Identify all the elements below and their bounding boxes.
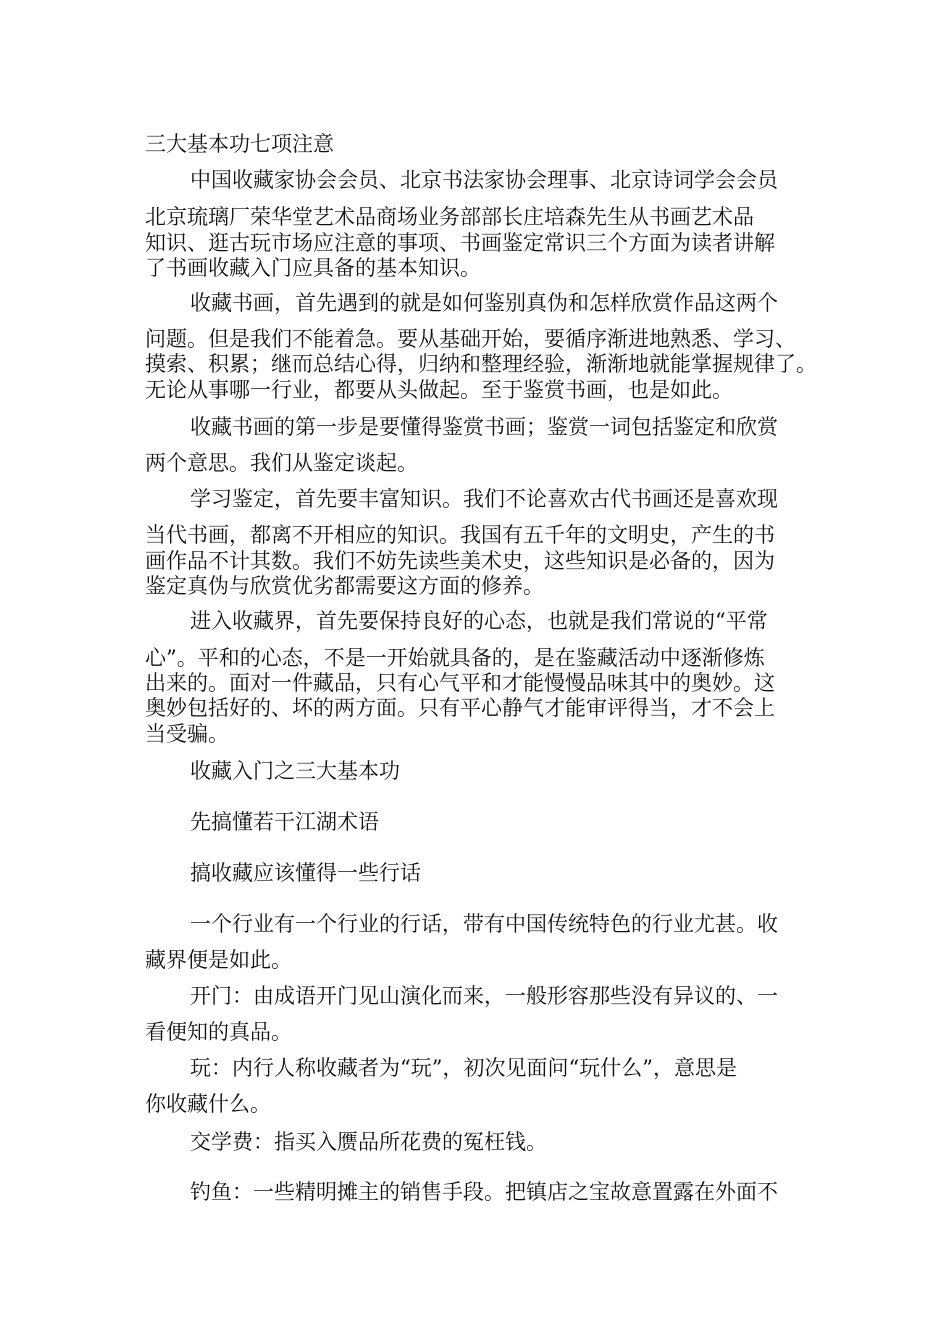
text-line: 知识、逛古玩市场应注意的事项、书画鉴定常识三个方面为读者讲解 [145, 231, 775, 255]
text-line: 北京琉璃厂荣华堂艺术品商场业务部部长庄培森先生从书画艺术品 [145, 205, 754, 229]
text-line: 摸索、积累；继而总结心得，归纳和整理经验，渐渐地就能掌握规律了。 [145, 352, 817, 376]
section-heading: 先搞懂若干江湖术语 [190, 810, 379, 834]
text-line: 玩：内行人称收藏者为“玩”，初次见面问“玩什么”，意思是 [190, 1056, 737, 1080]
text-line: 两个意思。我们从鉴定谈起。 [145, 451, 418, 475]
text-line: 鉴定真伪与欣赏优劣都需要这方面的修养。 [145, 574, 544, 598]
section-heading: 搞收藏应该懂得一些行话 [190, 861, 421, 885]
text-line: 进入收藏界，首先要保持良好的心态，也就是我们常说的“平常 [190, 609, 768, 633]
text-line: 心”。平和的心态，不是一开始就具备的，是在鉴藏活动中逐渐修炼 [145, 646, 765, 670]
document-title: 三大基本功七项注意 [145, 132, 334, 156]
text-line: 收藏书画，首先遇到的就是如何鉴别真伪和怎样欣赏作品这两个 [190, 291, 778, 315]
section-heading: 收藏入门之三大基本功 [190, 759, 400, 783]
text-line: 收藏书画的第一步是要懂得鉴赏书画；鉴赏一词包括鉴定和欣赏 [190, 415, 778, 439]
text-line: 交学费：指买入赝品所花费的冤枉钱。 [190, 1130, 547, 1154]
text-line: 学习鉴定，首先要丰富知识。我们不论喜欢古代书画还是喜欢现 [190, 487, 778, 511]
text-line: 出来的。面对一件藏品，只有心气平和才能慢慢品味其中的奥妙。这 [145, 671, 775, 695]
text-line: 一个行业有一个行业的行话，带有中国传统特色的行业尤甚。收 [190, 912, 778, 936]
text-line: 藏界便是如此。 [145, 948, 292, 972]
text-line: 看便知的真品。 [145, 1020, 292, 1044]
text-line: 画作品不计其数。我们不妨先读些美术史，这些知识是必备的，因为 [145, 549, 775, 573]
text-line: 当受骗。 [145, 722, 229, 746]
text-line: 当代书画，都离不开相应的知识。我国有五千年的文明史，产生的书 [145, 523, 775, 547]
text-line: 钓鱼：一些精明摊主的销售手段。把镇店之宝故意置露在外面不 [190, 1180, 778, 1204]
text-line: 问题。但是我们不能着急。要从基础开始，要循序渐进地熟悉、学习、 [145, 327, 796, 351]
text-line: 开门：由成语开门见山演化而来，一般形容那些没有异议的、一 [190, 984, 778, 1008]
text-line: 你收藏什么。 [145, 1092, 271, 1116]
text-line: 了书画收藏入门应具备的基本知识。 [145, 256, 481, 280]
text-line: 中国收藏家协会会员、北京书法家协会理事、北京诗词学会会员 [190, 168, 778, 192]
text-line: 奥妙包括好的、坏的两方面。只有平心静气才能审评得当，才不会上 [145, 696, 775, 720]
text-line: 无论从事哪一行业，都要从头做起。至于鉴赏书画，也是如此。 [145, 378, 733, 402]
